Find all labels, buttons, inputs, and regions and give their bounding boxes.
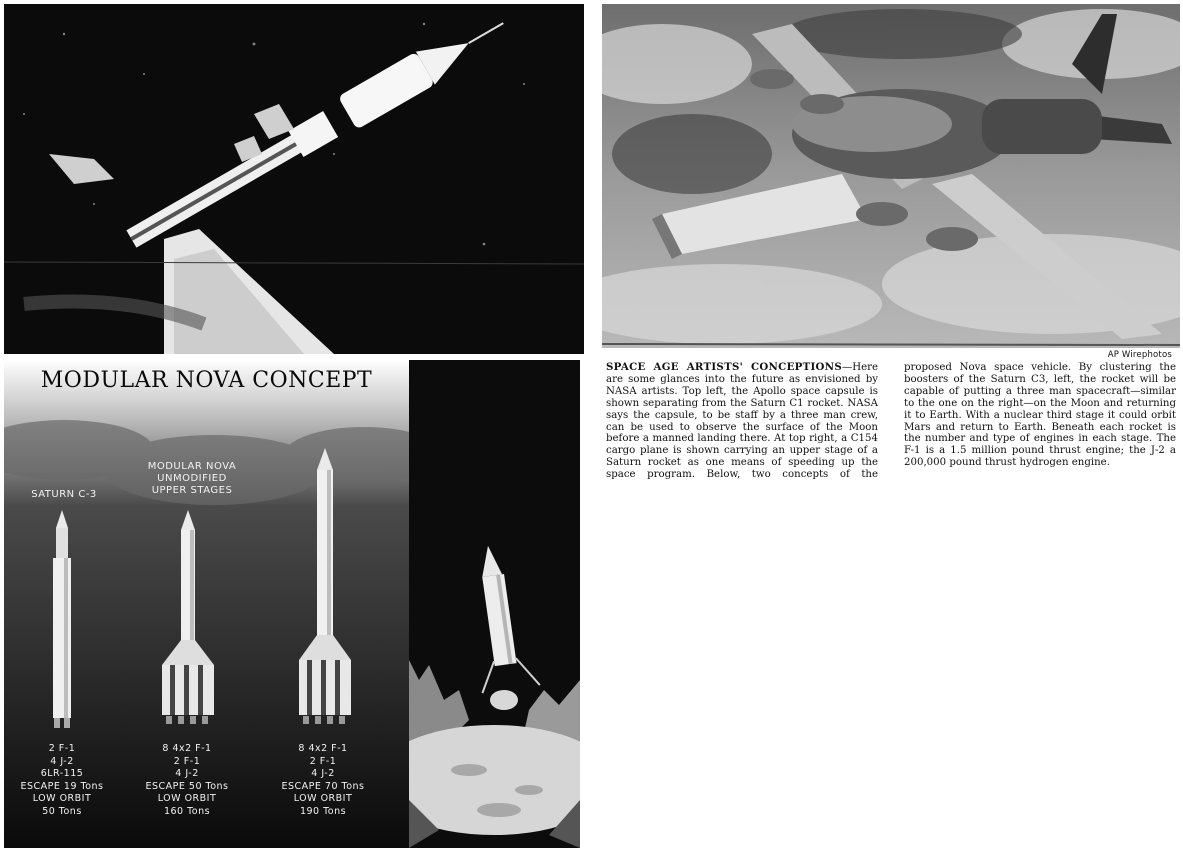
cargo-plane-illustration <box>602 4 1180 348</box>
spec-line: ESCAPE 19 Tons <box>20 780 104 792</box>
spec-line: ESCAPE 50 Tons <box>145 780 229 792</box>
spec-line: 160 Tons <box>163 805 211 817</box>
lunar-landing-illustration <box>409 360 580 848</box>
diagram-title: MODULAR NOVA CONCEPT <box>40 368 373 393</box>
spec-line: 2 F-1 <box>309 755 337 767</box>
spec-line: 4 J-2 <box>175 768 199 779</box>
spec-line: 4 J-2 <box>311 768 335 779</box>
spec-line: 50 Tons <box>42 805 82 817</box>
spec-line: ESCAPE 70 Tons <box>281 780 365 792</box>
nova-label-line: UPPER STAGES <box>151 485 233 496</box>
spec-line: 6LR-115 <box>40 768 84 779</box>
spec-line: 190 Tons <box>299 805 347 817</box>
spec-line: LOW ORBIT <box>293 793 353 804</box>
apollo-separation-photo <box>4 4 584 354</box>
cargo-plane-photo <box>602 4 1180 348</box>
photo-caption <box>606 362 1176 481</box>
photo-credit: AP Wirephotos <box>1107 350 1172 360</box>
spec-line: LOW ORBIT <box>157 793 217 804</box>
caption-lead: SPACE AGE ARTISTS' CONCEPTIONS <box>606 361 842 373</box>
nova-specs <box>268 743 378 818</box>
nova-unmodified-specs <box>132 743 242 818</box>
spec-line: 8 4x2 F-1 <box>162 743 212 754</box>
caption-body: —Here are some glances into the future as envisioned by NASA artists. Top left, the Apollo space capsule is shown separating from the Saturn C1 rocket. NASA says the capsule, to be staff by a three man crew, can be used to observe the surface of the Moon before a manned landing there. At top right, a C154 cargo plane is shown carrying an upper stage of a Saturn rocket as one means of speeding up the space program. Below, two concepts of the proposed Nova space vehicle. By clustering the boosters of the Saturn C3, left, the rocket will be capable of putting a three man spacecraft—similar to the one on the right—on the Moon and returning it to Earth. With a nuclear third stage it could orbit Mars and return to Earth. Beneath each rocket is the number and type of engines in each stage. The F-1 is a 1.5 million pound thrust engine; the J-2 a 200,000 pound thrust hydrogen engine. <box>606 362 1176 481</box>
saturn-c3-label: SATURN C-3 <box>31 489 97 500</box>
apollo-separation-illustration <box>4 4 584 354</box>
spec-line: 4 J-2 <box>50 755 74 767</box>
spec-line: 2 F-1 <box>48 743 76 754</box>
saturn-c3-specs <box>7 743 117 818</box>
modular-nova-diagram <box>4 360 409 848</box>
spec-line: 2 F-1 <box>173 755 201 767</box>
nova-label-line: MODULAR NOVA <box>147 461 237 472</box>
nova-label-line: UNMODIFIED <box>157 473 227 484</box>
spec-line: 8 4x2 F-1 <box>298 743 348 754</box>
nova-upper-stages-label <box>132 461 252 497</box>
lunar-landing-photo <box>409 360 580 848</box>
spec-line: LOW ORBIT <box>32 793 92 804</box>
